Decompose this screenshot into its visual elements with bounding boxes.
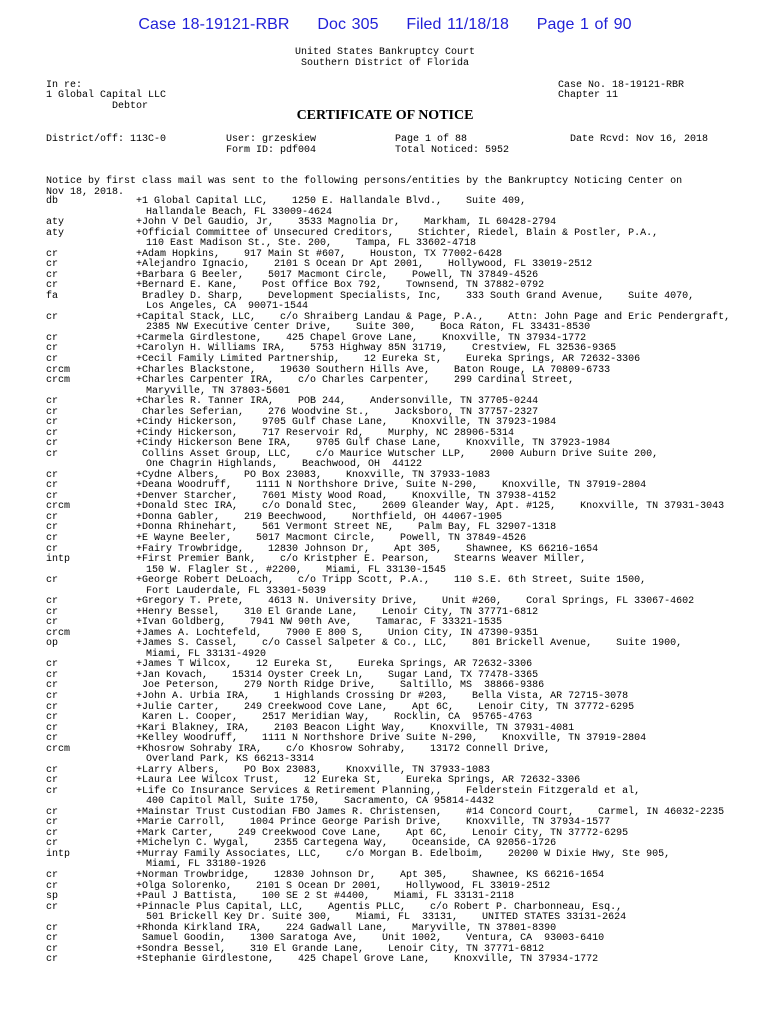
recipient-address: +Jan Kovach, 15314 Oyster Creek Ln, Sugar Land, TX 77478-3365 bbox=[136, 669, 539, 681]
recipient-address: +Henry Bessel, 310 El Grande Lane, Lenoir City, TN 37771-6812 bbox=[136, 606, 539, 618]
recipient-address: +Gregory T. Prete, 4613 N. University Drive, Unit #260, Coral Springs, FL 33067-4602 bbox=[136, 596, 695, 608]
party-type-code: crcm bbox=[46, 743, 71, 755]
party-type-code: cr bbox=[46, 817, 59, 829]
recipient-address: +Mainstar Trust Custodian FBO James R. Christensen, #14 Concord Court, Carmel, IN 46032-2235 bbox=[136, 806, 725, 818]
recipient-address-continuation: Miami, FL 33180-1926 bbox=[140, 859, 267, 871]
party-type-code: cr bbox=[46, 606, 59, 618]
party-type-code: cr bbox=[46, 680, 59, 692]
party-type-code: cr bbox=[46, 954, 59, 966]
recipient-address: +Kelley Woodruff, 1111 N Northshore Drive Suite N-290, Knoxville, TN 37919-2804 bbox=[136, 733, 647, 745]
party-type-code: cr bbox=[46, 922, 59, 934]
court-name-line: United States Bankruptcy Court bbox=[294, 47, 476, 58]
party-type-code: cr bbox=[46, 248, 59, 260]
party-type-code: cr bbox=[46, 870, 59, 881]
party-type-code: cr bbox=[46, 701, 59, 713]
list-item bbox=[46, 555, 746, 566]
party-type-code: cr bbox=[46, 480, 59, 492]
party-type-code: cr bbox=[46, 490, 59, 502]
chapter: Chapter 11 bbox=[558, 90, 619, 102]
document-number-stamp: Doc 305 bbox=[317, 16, 379, 33]
recipient-address: +Cindy Hickerson, 717 Reservoir Rd, Murphy, NC 28906-5314 bbox=[136, 427, 515, 439]
list-item bbox=[46, 713, 746, 724]
case-number: Case No. 18-19121-RBR bbox=[558, 80, 685, 91]
recipient-address: +E Wayne Beeler, 5017 Macmont Circle, Powell, TN 37849-4526 bbox=[136, 533, 527, 544]
party-type-code: cr bbox=[46, 933, 59, 945]
recipient-address-continuation: 110 East Madison St., Ste. 200, Tampa, FL 33602-4718 bbox=[140, 238, 477, 250]
party-type-code: cr bbox=[46, 669, 59, 681]
list-item bbox=[46, 355, 746, 366]
party-type-code: cr bbox=[46, 311, 59, 323]
recipient-address: +Charles Carpenter IRA, c/o Charles Carpenter, 299 Cardinal Street, bbox=[136, 375, 575, 387]
party-type-code: crcm bbox=[46, 501, 71, 513]
party-type-code: cr bbox=[46, 396, 59, 408]
party-type-code: cr bbox=[46, 469, 59, 481]
party-type-code: cr bbox=[46, 775, 59, 787]
page-count: Page 1 of 88 bbox=[395, 134, 468, 145]
recipient-address: +Adam Hopkins, 917 Main St #607, Houston, TX 77002-6428 bbox=[136, 248, 503, 260]
party-type-code: fa bbox=[46, 290, 59, 302]
recipient-address-continuation: Fort Lauderdale, FL 33301-5039 bbox=[140, 585, 327, 597]
user-form-block bbox=[226, 134, 316, 156]
party-type-code: cr bbox=[46, 543, 59, 555]
party-type-code: cr bbox=[46, 332, 59, 344]
party-type-code: cr bbox=[46, 259, 59, 271]
district-office: District/off: 113C-0 bbox=[46, 134, 167, 145]
party-type-code: op bbox=[46, 638, 59, 650]
recipient-address: +Larry Albers, PO Box 23083, Knoxville, TN 37933-1083 bbox=[136, 764, 491, 776]
party-type-code: cr bbox=[46, 901, 59, 913]
party-type-code: cr bbox=[46, 659, 59, 671]
recipient-address: +George Robert DeLoach, c/o Tripp Scott, P.A., 110 S.E. 6th Street, Suite 1500, bbox=[136, 575, 647, 587]
recipient-address: +Carolyn H. Williams IRA, 5753 Highway 85N 31719, Crestview, FL 32536-9365 bbox=[136, 343, 617, 355]
filing-header-banner bbox=[0, 16, 770, 34]
party-type-code: cr bbox=[46, 522, 59, 534]
party-type-code: cr bbox=[46, 417, 59, 429]
recipient-address-continuation: 501 Brickell Key Dr. Suite 300, Miami, FL 33131, UNITED STATES 33131-2624 bbox=[140, 912, 627, 924]
recipient-address: +Fairy Trowbridge, 12830 Johnson Dr, Apt 305, Shawnee, KS 66216-1654 bbox=[136, 543, 599, 555]
party-type-code: cr bbox=[46, 427, 59, 439]
party-type-code: cr bbox=[46, 353, 59, 365]
recipient-address-continuation: 400 Capitol Mall, Suite 1750, Sacramento, CA 95814-4432 bbox=[140, 796, 495, 808]
recipient-address: +John A. Urbia IRA, 1 Highlands Crossing Dr #203, Bella Vista, AR 72715-3078 bbox=[136, 690, 629, 702]
recipient-address: +Charles R. Tanner IRA, POB 244, Andersonville, TN 37705-0244 bbox=[136, 396, 539, 408]
party-type-code: cr bbox=[46, 806, 59, 818]
recipient-address: +Alejandro Ignacio, 2101 S Ocean Dr Apt 2001, Hollywood, FL 33019-2512 bbox=[136, 259, 593, 271]
party-type-code: cr bbox=[46, 343, 59, 355]
party-type-code: cr bbox=[46, 406, 59, 418]
recipient-address: +James T Wilcox, 12 Eureka St, Eureka Springs, AR 72632-3306 bbox=[136, 659, 533, 671]
user-id: User: grzeskiew bbox=[226, 134, 317, 145]
recipient-address-continuation: Hallandale Beach, FL 33009-4624 bbox=[140, 206, 333, 218]
recipient-address: +First Premier Bank, c/o Kristpher E. Pearson, Stearns Weaver Miller, bbox=[136, 554, 587, 566]
debtor-label: Debtor bbox=[112, 100, 149, 112]
recipient-address: +Deana Woodruff, 1111 N Northshore Drive, Suite N-290, Knoxville, TN 37919-2804 bbox=[136, 480, 647, 492]
party-type-code: aty bbox=[46, 217, 65, 229]
recipient-address: +Norman Trowbridge, 12830 Johnson Dr, Apt 305, Shawnee, KS 66216-1654 bbox=[136, 870, 605, 881]
court-district-line: Southern District of Florida bbox=[300, 58, 470, 69]
recipient-address: +Cindy Hickerson Bene IRA, 9705 Gulf Chase Lane, Knoxville, TN 37923-1984 bbox=[136, 438, 611, 450]
recipient-address-continuation: Miami, FL 33131-4920 bbox=[140, 648, 267, 660]
party-type-code: crcm bbox=[46, 627, 71, 639]
party-type-code: cr bbox=[46, 448, 59, 460]
recipient-address: Collins Asset Group, LLC, c/o Maurice Wutscher LLP, 2000 Auburn Drive Suite 200, bbox=[136, 448, 659, 460]
recipient-address-continuation: One Chagrin Highlands, Beachwood, OH 44122 bbox=[140, 459, 423, 471]
recipient-address: +Capital Stack, LLC, c/o Shraiberg Landau & Page, P.A., Attn: John Page and Eric Pendergraft, bbox=[136, 311, 731, 323]
party-type-code: cr bbox=[46, 880, 59, 892]
total-noticed: Total Noticed: 5952 bbox=[395, 145, 510, 156]
list-item bbox=[46, 871, 746, 882]
party-type-code: cr bbox=[46, 575, 59, 587]
recipient-address: +Cecil Family Limited Partnership, 12 Eureka St, Eureka Springs, AR 72632-3306 bbox=[136, 353, 641, 365]
party-type-code: cr bbox=[46, 280, 59, 292]
recipient-address: +James S. Cassel, c/o Cassel Salpeter & Co., LLC, 801 Brickell Avenue, Suite 1900, bbox=[136, 638, 683, 650]
page-title: CERTIFICATE OF NOTICE bbox=[296, 108, 474, 123]
party-type-code: cr bbox=[46, 269, 59, 281]
list-item bbox=[46, 197, 746, 208]
page-count-block bbox=[395, 134, 509, 156]
recipient-address-continuation: Los Angeles, CA 90071-1544 bbox=[140, 301, 309, 313]
recipient-address: +Rhonda Kirkland IRA, 224 Gadwall Lane, Maryville, TN 37801-8390 bbox=[136, 922, 557, 934]
recipient-address: +Julie Carter, 249 Creekwood Cove Lane, Apt 6C, Lenoir City, TN 37772-6295 bbox=[136, 701, 635, 713]
recipient-address: Joe Peterson, 279 North Ridge Drive, Saltillo, MS 38866-9386 bbox=[136, 680, 545, 692]
party-type-code: aty bbox=[46, 227, 65, 239]
recipient-address: Karen L. Cooper, 2517 Meridian Way, Rocklin, CA 95765-4763 bbox=[136, 712, 533, 724]
recipient-address-continuation: Maryville, TN 37803-5601 bbox=[140, 385, 291, 397]
recipient-address: +Sondra Bessel, 310 El Grande Lane, Lenoir City, TN 37771-6812 bbox=[136, 943, 545, 955]
recipient-address: +Murray Family Associates, LLC, c/o Morgan B. Edelboim, 20200 W Dixie Hwy, Ste 905, bbox=[136, 848, 671, 860]
recipient-address: +Ivan Goldberg, 7941 NW 90th Ave, Tamarac, F 33321-1535 bbox=[136, 617, 503, 629]
recipient-address: +Cindy Hickerson, 9705 Gulf Chase Lane, Knoxville, TN 37923-1984 bbox=[136, 417, 557, 429]
list-item bbox=[46, 218, 746, 229]
recipient-address: +Marie Carroll, 1004 Prince George Parish Drive, Knoxville, TN 37934-1577 bbox=[136, 817, 611, 829]
party-type-code: cr bbox=[46, 764, 59, 776]
party-type-code: cr bbox=[46, 596, 59, 608]
party-type-code: cr bbox=[46, 827, 59, 839]
court-name-block bbox=[0, 47, 770, 69]
party-type-code: crcm bbox=[46, 375, 71, 387]
recipient-address-continuation: Overland Park, KS 66213-3314 bbox=[140, 754, 315, 766]
recipient-address: +Mark Carter, 249 Creekwood Cove Lane, Apt 6C, Lenoir City, TN 37772-6295 bbox=[136, 827, 629, 839]
recipient-address: +Official Committee of Unsecured Creditors, Stichter, Riedel, Blain & Postler, P.A., bbox=[136, 227, 659, 239]
party-type-code: cr bbox=[46, 712, 59, 724]
recipient-address: +Donna Gabler, 219 Beechwood, Northfield, OH 44067-1905 bbox=[136, 511, 503, 523]
recipient-address: +Carmela Girdlestone, 425 Chapel Grove Lane, Knoxville, TN 37934-1772 bbox=[136, 332, 587, 344]
list-item bbox=[46, 692, 746, 703]
list-item bbox=[46, 955, 746, 966]
recipient-address-continuation: 150 W. Flagler St., #2200, Miami, FL 33130-1545 bbox=[140, 564, 447, 576]
recipient-address: +Kari Blakney, IRA, 2103 Beacon Light Way, Knoxville, TN 37931-4081 bbox=[136, 722, 575, 734]
recipient-address: +Michelyn C. Wygal, 2355 Cartegena Way, Oceanside, CA 92056-1726 bbox=[136, 838, 557, 850]
recipient-address: +Donald Stec IRA, c/o Donald Stec, 2609 Gleander Way, Apt. #125, Knoxville, TN 37931-3043 bbox=[136, 501, 725, 513]
recipient-address: +1 Global Capital LLC, 1250 E. Hallandale Blvd., Suite 409, bbox=[136, 196, 527, 207]
recipient-address: +Olga Solorenko, 2101 S Ocean Dr 2001, Hollywood, FL 33019-2512 bbox=[136, 880, 551, 892]
recipient-address: +Bernard E. Kane, Post Office Box 792, Townsend, TN 37882-0792 bbox=[136, 280, 545, 292]
page-number-stamp: Page 1 of 90 bbox=[536, 16, 632, 33]
party-type-code: cr bbox=[46, 943, 59, 955]
case-caption-right bbox=[558, 81, 684, 102]
notice-paragraph: Notice by first class mail was sent to the following persons/entities by the Bankruptcy Noticing Center on Nov 18, 2018. bbox=[46, 176, 683, 198]
recipient-address: +Khosrow Sohraby IRA, c/o Khosrow Sohraby, 13172 Connell Drive, bbox=[136, 743, 551, 755]
recipient-address: +Life Co Insurance Services & Retirement Planning,, Felderstein Fitzgerald et al, bbox=[136, 785, 641, 797]
recipient-address: +Denver Starcher, 7601 Misty Wood Road, Knoxville, TN 37938-4152 bbox=[136, 490, 557, 502]
recipient-address: +Laura Lee Wilcox Trust, 12 Eureka St, Eureka Springs, AR 72632-3306 bbox=[136, 775, 581, 787]
recipient-address: +Stephanie Girdlestone, 425 Chapel Grove Lane, Knoxville, TN 37934-1772 bbox=[136, 954, 599, 966]
party-type-code: intp bbox=[46, 848, 71, 860]
recipient-address: +Paul J Battista, 100 SE 2 St #4400, Miami, FL 33131-2118 bbox=[136, 891, 515, 903]
recipient-address-continuation: 2385 NW Executive Center Drive, Suite 300, Boca Raton, FL 33431-8530 bbox=[140, 322, 591, 334]
recipient-address: +Donna Rhinehart, 561 Vermont Street NE, Palm Bay, FL 32907-1318 bbox=[136, 522, 557, 534]
party-type-code: cr bbox=[46, 838, 59, 850]
recipient-address: Samuel Goodin, 1300 Saratoga Ave, Unit 1002, Ventura, CA 93003-6410 bbox=[136, 933, 605, 945]
party-type-code: crcm bbox=[46, 364, 71, 376]
party-type-code: sp bbox=[46, 891, 59, 903]
case-number-stamp: Case 18-19121-RBR bbox=[138, 16, 290, 33]
party-type-code: cr bbox=[46, 617, 59, 629]
party-type-code: cr bbox=[46, 722, 59, 734]
recipient-address: +Barbara G Beeler, 5017 Macmont Circle, Powell, TN 37849-4526 bbox=[136, 269, 539, 281]
recipient-address: +John V Del Gaudio, Jr, 3533 Magnolia Dr, Markham, IL 60428-2794 bbox=[136, 217, 557, 229]
debtor-name: 1 Global Capital LLC bbox=[46, 90, 167, 102]
party-type-code: cr bbox=[46, 533, 59, 544]
party-type-code: intp bbox=[46, 554, 71, 566]
list-item bbox=[46, 892, 746, 903]
recipient-address: +Charles Blackstone, 19630 Southern Hills Ave, Baton Rouge, LA 70809-6733 bbox=[136, 364, 611, 376]
form-id: Form ID: pdf004 bbox=[226, 145, 317, 156]
party-type-code: cr bbox=[46, 438, 59, 450]
recipient-address: Charles Seferian, 276 Woodvine St., Jacksboro, TN 37757-2327 bbox=[136, 406, 539, 418]
in-re-label: In re: bbox=[46, 80, 83, 91]
party-type-code: cr bbox=[46, 511, 59, 523]
date-received: Date Rcvd: Nov 16, 2018 bbox=[570, 134, 709, 145]
recipient-address: +James A. Lochtefeld, 7900 E 800 S, Union City, IN 47390-9351 bbox=[136, 627, 539, 639]
list-item bbox=[46, 376, 746, 387]
party-type-code: db bbox=[46, 196, 59, 207]
recipient-address: Bradley D. Sharp, Development Specialists, Inc, 333 South Grand Avenue, Suite 4070, bbox=[136, 290, 695, 302]
list-item bbox=[46, 534, 746, 545]
filed-date-stamp: Filed 11/18/18 bbox=[406, 16, 509, 33]
recipient-list bbox=[46, 197, 746, 966]
recipient-address: +Pinnacle Plus Capital, LLC, Agentis PLLC, c/o Robert P. Charbonneau, Esq., bbox=[136, 901, 623, 913]
party-type-code: cr bbox=[46, 733, 59, 745]
recipient-address: +Cydne Albers, PO Box 23083, Knoxville, TN 37933-1083 bbox=[136, 469, 491, 481]
party-type-code: cr bbox=[46, 690, 59, 702]
party-type-code: cr bbox=[46, 785, 59, 797]
